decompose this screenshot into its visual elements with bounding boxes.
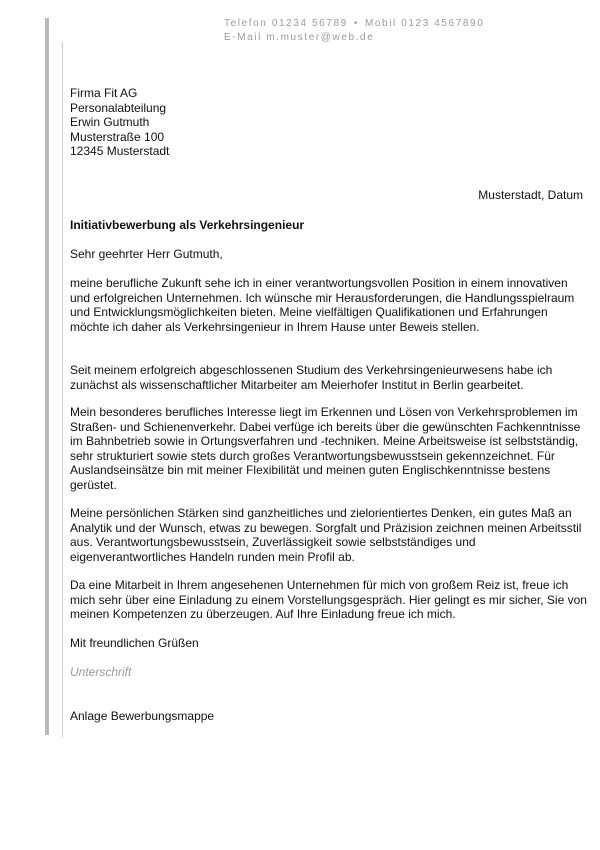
paragraph-interests: Mein besonderes berufliches Interesse liegt im Erkennen und Lösen von Verkehrsproblemen im Straßen- und Schienenverkehr. Dabei verfüge ich bereits über die gewünschten Fachkenntnisse im Bahnbetrieb sowie in Ortungsverfahren und -techniken. Meine Arbeitsweise ist selbstständig, sehr strukturiert sowie stets durch großes Verantwortungsbewusstsein gekennzeichnet. Für Auslandseinsätze bin mit meiner Flexibilität und meinen guten Englischkenntnisse bestens gerüstet.	[70, 405, 581, 492]
bullet-separator: •	[353, 18, 359, 29]
salutation: Sehr geehrter Herr Gutmuth,	[70, 247, 223, 261]
mobile-number: Mobil 0123 4567890	[364, 18, 485, 29]
recipient-department: Personalabteilung	[70, 100, 167, 115]
subject-line: Initiativbewerbung als Verkehrsingenieur	[70, 218, 305, 232]
recipient-address	[70, 86, 169, 159]
margin-rule	[62, 42, 63, 737]
sender-contact-header	[224, 17, 484, 45]
email-address: E-Mail m.muster@web.de	[224, 32, 375, 43]
contact-line-phone	[224, 17, 484, 31]
recipient-city: 12345 Musterstadt	[70, 144, 170, 158]
paragraph-strengths: Meine persönlichen Stärken sind ganzheitliches und zielorientiertes Denken, ein gutes Maß an Analytik und der Wunsch, etwas zu bewegen. Sorgfalt und Präzision zeichnen meinen Arbeitsstil aus. Verantwortungsbewusstsein, Zuverlässigkeit sowie selbstständiges und eigenverantwortliches Handeln runden mein Profil ab.	[70, 506, 582, 564]
phone-number: Telefon 01234 56789	[224, 18, 348, 29]
recipient-name: Erwin Gutmuth	[70, 115, 150, 129]
paragraph-invitation: Da eine Mitarbeit in Ihrem angesehenen Unternehmen für mich von großem Reiz ist, freue ich mich sehr über eine Einladung zu einem Vorstellungsgespräch. Hier gelingt es mir sicher, Sie von meinen Kompetenzen zu überzeugen. Auf Ihre Einladung freue ich mich.	[70, 578, 587, 621]
left-margin-bar	[45, 18, 49, 735]
enclosure-note: Anlage Bewerbungsmappe	[70, 709, 215, 723]
place-date: Musterstadt, Datum	[478, 188, 583, 202]
paragraph-intro: meine berufliche Zukunft sehe ich in einer verantwortungsvollen Position in einem innovativen und erfolgreichen Unternehmen. Ich wünsche mir Herausforderungen, die Handlungsspielraum und Entwicklungsmöglichkeiten bieten. Meine vielfältigen Qualifikationen und Erfahrungen möchte ich daher als Verkehrsingenieur in Ihrem Hause unter Beweis stellen.	[70, 276, 575, 334]
recipient-street: Musterstraße 100	[70, 129, 165, 144]
paragraph-education: Seit meinem erfolgreich abgeschlossenen Studium des Verkehrsingenieurwesens habe ich zunächst als wissenschaftlicher Mitarbeiter am Meierhofer Institut in Berlin gearbeitet.	[70, 363, 553, 392]
closing-greeting: Mit freundlichen Grüßen	[70, 636, 199, 650]
recipient-company: Firma Fit AG	[70, 86, 138, 100]
signature-placeholder: Unterschrift	[70, 665, 132, 679]
